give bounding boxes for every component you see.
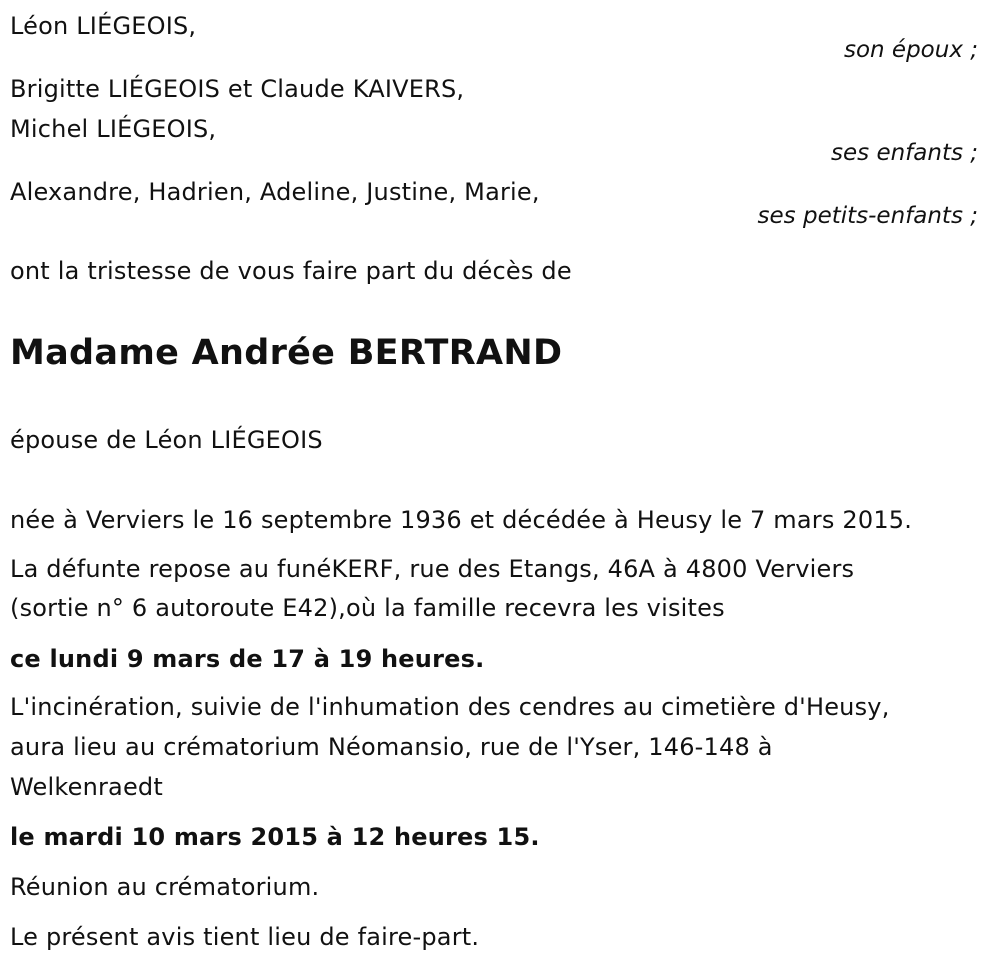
ceremony-line-1: L'incinération, suivie de l'inhumation des cendres au cimetière d'Heusy, (10, 693, 890, 721)
birth-death-line: née à Verviers le 16 septembre 1936 et décédée à Heusy le 7 mars 2015. (10, 506, 913, 534)
grandchildren-relation: ses petits-enfants ; (757, 203, 978, 229)
visitation-line-1: La défunte repose au funéKERF, rue des Etangs, 46A à 4800 Verviers (10, 555, 855, 583)
visitation-line-2: (sortie n° 6 autoroute E42),où la famille recevra les visites (10, 594, 725, 622)
grandchildren-names: Alexandre, Hadrien, Adeline, Justine, Marie, (10, 178, 540, 206)
child-2-name: Michel LIÉGEOIS, (10, 115, 217, 143)
notice-line: Le présent avis tient lieu de faire-part. (10, 923, 480, 951)
visitation-schedule: ce lundi 9 mars de 17 à 19 heures. (10, 645, 485, 673)
deceased-spouse-of: épouse de Léon LIÉGEOIS (10, 426, 323, 454)
announcement-text: ont la tristesse de vous faire part du décès de (10, 257, 572, 285)
deceased-name: Madame Andrée BERTRAND (10, 333, 563, 373)
ceremony-line-2: aura lieu au crématorium Néomansio, rue de l'Yser, 146-148 à (10, 733, 773, 761)
child-1-name: Brigitte LIÉGEOIS et Claude KAIVERS, (10, 75, 465, 103)
ceremony-line-3: Welkenraedt (10, 773, 163, 801)
reunion-line: Réunion au crématorium. (10, 873, 320, 901)
spouse-name: Léon LIÉGEOIS, (10, 12, 197, 40)
children-relation: ses enfants ; (831, 140, 978, 166)
ceremony-schedule: le mardi 10 mars 2015 à 12 heures 15. (10, 823, 540, 851)
spouse-relation: son époux ; (843, 37, 978, 63)
